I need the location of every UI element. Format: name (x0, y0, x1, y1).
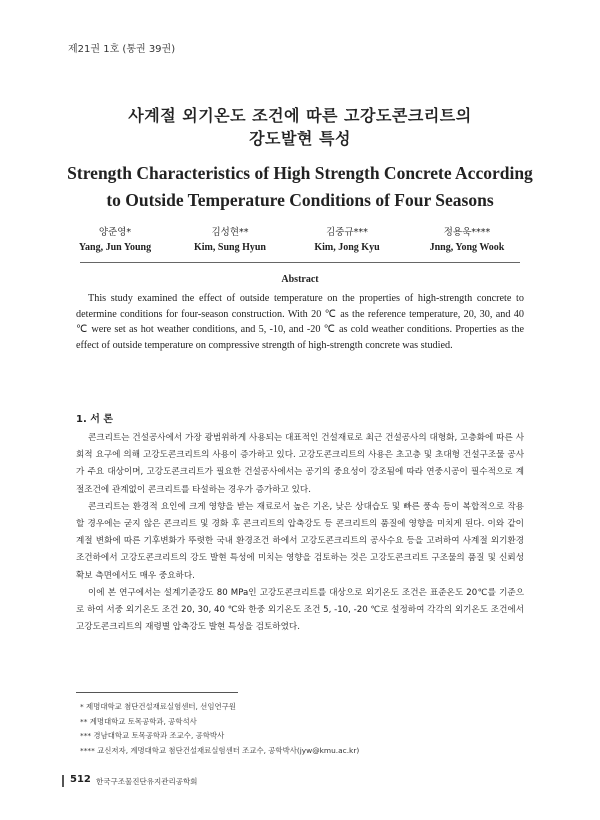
footnote: * 제명대학교 첨단건설재료실험센터, 선임연구원 (80, 702, 236, 711)
abstract-heading: Abstract (281, 274, 319, 285)
title-english (40, 160, 560, 214)
abstract-text: This study examined the effect of outside temperature on the properties of high-strength concrete to determine conditions for four-season construction. With 20 ℃ as the reference temperature, 20, 30, and 40 ℃ were set as hot weather conditions, and 5, -10, and -20 ℃ as cold weather conditions. Properties as the effect of outside temperature on compressive strength of high-strength concrete was studied. (76, 293, 524, 351)
footer-bar (62, 775, 64, 787)
title-english-line-1: Strength Characteristics of High Strength Concrete According (67, 163, 533, 183)
title-english-line-2: to Outside Temperature Conditions of Four Seasons (106, 190, 494, 210)
author-name-korean: 양준영* (98, 227, 132, 238)
author-1 (60, 226, 170, 256)
author-4 (412, 226, 522, 256)
title-korean (0, 104, 600, 150)
header-divider (80, 262, 520, 263)
section-title-introduction: 1. 서 론 (76, 414, 114, 425)
paragraph: 콘크리트는 건설공사에서 가장 광범위하게 사용되는 대표적인 건설재료로 최근 건설공사의 대형화, 고층화에 따른 사회적 요구에 의해 고강도콘크리트의 사용이 증가하고 있다. 고강도콘크리트의 사용은 초고층 및 초대형 건설구조물 공사가 주요 대상이며, 고강도콘크리트가 필요한 건설공사에서는 공기의 중요성이 강조됨에 따라 연중시공이 필수적으로 계절조건에 관계없이 콘크리트를 타설하는 경우가 증가하고 있다. (76, 433, 524, 495)
journal-issue-header: 제21권 1호 (통권 39권) (68, 44, 176, 55)
footnote: *** 경남대학교 토목공학과 조교수, 공학박사 (80, 731, 225, 740)
author-name-korean: 정용욱**** (443, 227, 491, 238)
introduction-body (76, 430, 524, 636)
footnote: ** 계명대학교 토목공학과, 공학석사 (80, 716, 197, 726)
journal-name: 한국구조물진단유지관리공학회 (96, 777, 198, 786)
title-korean-line-1: 사계절 외기온도 조건에 따른 고강도콘크리트의 (128, 106, 472, 125)
footnotes (80, 700, 520, 758)
author-2 (175, 226, 285, 256)
footnote-divider (76, 692, 238, 693)
paragraph: 콘크리트는 환경적 요인에 크게 영향을 받는 재료로서 높은 기온, 낮은 상대습도 및 빠른 풍속 등이 복합적으로 작용할 경우에는 굳지 않은 콘크리트 및 경화 후 콘크리트의 압축강도 등 콘크리트의 품질에 영향을 미치게 된다. 이와 같이 계절 변화에 따른 기후변화가 뚜렷한 국내 환경조건 하에서 고강도콘크리트의 공사수요 등을 고려하여 사계절 외기환경 조건하에서 고강도콘크리트의 강도 발현 특성에 미치는 영향을 검토하는 것은 고강도콘크리트 구조물의 품질 및 신뢰성 확보 측면에서도 매우 중요하다. (76, 501, 524, 581)
author-name-korean: 김성현** (211, 227, 249, 238)
author-name-english: Kim, Jong Kyu (314, 242, 380, 253)
footnote: **** 교신저자, 계명대학교 첨단건설재료실험센터 조교수, 공학박사(jyw@kmu.ac.kr) (80, 745, 360, 755)
author-name-english: Jnng, Yong Wook (429, 242, 505, 253)
author-name-english: Kim, Sung Hyun (194, 242, 266, 253)
page-number: 512 (70, 774, 91, 785)
title-korean-line-2: 강도발현 특성 (249, 129, 351, 148)
author-name-korean: 김중규*** (326, 227, 368, 238)
paragraph: 이에 본 연구에서는 설계기준강도 80 MPa인 고강도콘크리트를 대상으로 외기온도 조건은 표준온도 20℃를 기준으로 하여 서중 외기온도 조건 20, 30, 40 ℃와 한중 외기온도 조건 5, -10, -20 ℃로 설정하여 각각의 외기온도 조건에서 고강도콘크리트의 재령별 압축강도 발현 특성을 검토하였다. (76, 587, 524, 633)
author-name-english: Yang, Jun Young (78, 242, 152, 253)
author-3 (292, 226, 402, 256)
